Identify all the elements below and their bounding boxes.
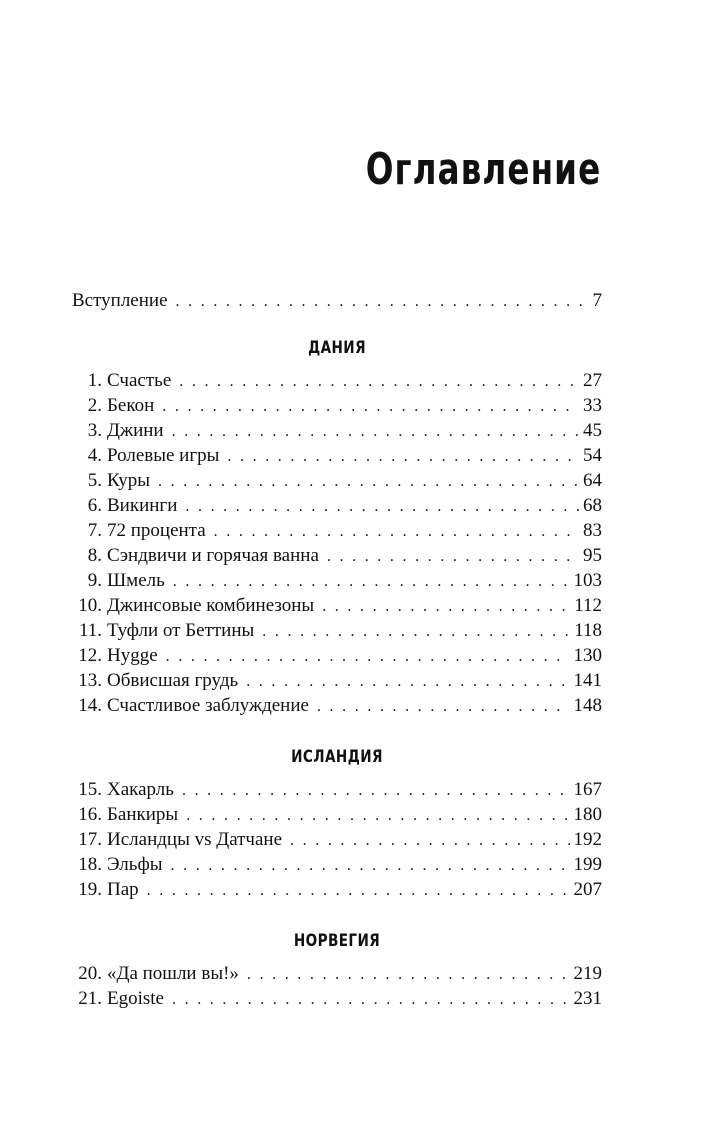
toc-entry-label: Туфли от Беттины — [107, 620, 255, 641]
toc-entry-label: Бекон — [107, 395, 155, 416]
toc-entry-number: 2. — [87, 395, 102, 416]
toc-entry — [72, 618, 602, 643]
dot-leader — [246, 669, 569, 694]
dot-leader — [172, 987, 570, 1012]
toc-entry — [72, 368, 602, 393]
toc-entry-number: 11. — [78, 620, 102, 641]
toc-entry-page: 45 — [583, 420, 602, 441]
toc-entry-page: 7 — [592, 290, 602, 311]
dot-leader — [166, 644, 570, 669]
toc-entry-label: Хакарль — [107, 779, 174, 800]
toc-entry-page: 33 — [583, 395, 602, 416]
toc-entry — [72, 418, 602, 443]
toc-entry-label: Egoiste — [107, 988, 164, 1009]
toc-entry-page: 199 — [573, 854, 602, 875]
toc-entry-label: Викинги — [107, 495, 178, 516]
toc-entry-page: 83 — [583, 520, 602, 541]
toc-entry — [72, 393, 602, 418]
toc-entry-intro — [72, 288, 602, 313]
dot-leader — [322, 594, 570, 619]
dot-leader — [262, 619, 570, 644]
toc-entry-label: Сэндвичи и горячая ванна — [107, 545, 319, 566]
dot-leader — [185, 494, 579, 519]
toc-entry — [72, 443, 602, 468]
dot-leader — [327, 544, 579, 569]
section-denmark — [72, 336, 602, 718]
toc-entry — [72, 493, 602, 518]
toc-entry — [72, 852, 602, 877]
toc-entry-number: 12. — [78, 645, 102, 666]
dot-leader — [158, 469, 579, 494]
toc-entry-number: 16. — [78, 804, 102, 825]
toc-entry-label: 72 процента — [107, 520, 206, 541]
toc-entry — [72, 961, 602, 986]
toc-entry-page: 130 — [573, 645, 602, 666]
toc-entry — [72, 802, 602, 827]
toc-entry-page: 180 — [573, 804, 602, 825]
toc-entry-page: 95 — [583, 545, 602, 566]
toc-entry-label: Пар — [107, 879, 139, 900]
toc-entry — [72, 518, 602, 543]
toc-entry-number: 4. — [87, 445, 102, 466]
toc-entry-label: Счастливое заблуждение — [107, 695, 309, 716]
page-title: Оглавление — [365, 144, 601, 195]
toc-entry-page: 141 — [573, 670, 602, 691]
toc-entry-page: 103 — [573, 570, 602, 591]
dot-leader — [147, 878, 570, 903]
dot-leader — [173, 569, 570, 594]
toc-entry-page: 112 — [574, 595, 602, 616]
toc-entry-number: 7. — [87, 520, 102, 541]
toc-entry-page: 54 — [583, 445, 602, 466]
toc-entry-page: 118 — [574, 620, 602, 641]
section-norway — [72, 929, 602, 1011]
dot-leader — [179, 369, 579, 394]
toc-entry-label: Исландцы vs Датчане — [107, 829, 283, 850]
toc-entry-page: 148 — [573, 695, 602, 716]
section-iceland — [72, 745, 602, 902]
toc-entry-label: «Да пошли вы!» — [107, 963, 239, 984]
toc-entry-number: 15. — [78, 779, 102, 800]
toc-entry-label: Ролевые игры — [107, 445, 220, 466]
dot-leader — [172, 419, 579, 444]
dot-leader — [171, 853, 570, 878]
toc-entry — [72, 643, 602, 668]
toc-entry — [72, 986, 602, 1011]
table-of-contents — [72, 288, 602, 1038]
toc-entry-number: 9. — [87, 570, 102, 591]
toc-entry-number: 18. — [78, 854, 102, 875]
toc-entry-number: 21. — [78, 988, 102, 1009]
toc-entry — [72, 543, 602, 568]
toc-entry — [72, 568, 602, 593]
toc-entry-number: 8. — [87, 545, 102, 566]
toc-entry-label: Вступление — [72, 290, 168, 311]
dot-leader — [227, 444, 579, 469]
toc-entry-label: Обвисшая грудь — [107, 670, 239, 691]
section-heading: НОРВЕГИЯ — [293, 931, 381, 951]
toc-entry-page: 68 — [583, 495, 602, 516]
toc-entry-label: Куры — [107, 470, 151, 491]
toc-entry-page: 64 — [583, 470, 602, 491]
toc-entry — [72, 777, 602, 802]
dot-leader — [247, 962, 570, 987]
toc-entry — [72, 593, 602, 618]
toc-entry — [72, 468, 602, 493]
toc-entry-number: 17. — [78, 829, 102, 850]
dot-leader — [317, 694, 570, 719]
toc-entry-label: Джини — [107, 420, 164, 441]
toc-entry-page: 167 — [573, 779, 602, 800]
toc-entry — [72, 877, 602, 902]
toc-entry-number: 20. — [78, 963, 102, 984]
toc-entry-label: Джинсовые комбинезоны — [107, 595, 315, 616]
toc-entry — [72, 693, 602, 718]
toc-entry-label: Счастье — [107, 370, 172, 391]
toc-entry-label: Hygge — [107, 645, 158, 666]
toc-entry-number: 3. — [87, 420, 102, 441]
toc-entry — [72, 827, 602, 852]
toc-entry-page: 207 — [573, 879, 602, 900]
toc-entry-number: 6. — [87, 495, 102, 516]
toc-entry-number: 5. — [87, 470, 102, 491]
toc-entry-label: Эльфы — [107, 854, 163, 875]
toc-entry-number: 10. — [78, 595, 102, 616]
dot-leader — [162, 394, 579, 419]
toc-entry-number: 19. — [78, 879, 102, 900]
toc-entry-page: 27 — [583, 370, 602, 391]
toc-entry-number: 13. — [78, 670, 102, 691]
dot-leader — [290, 828, 569, 853]
toc-entry-label: Шмель — [107, 570, 165, 591]
toc-entry-page: 192 — [573, 829, 602, 850]
section-heading: ИСЛАНДИЯ — [291, 747, 383, 767]
dot-leader — [182, 778, 570, 803]
toc-entry-page: 231 — [573, 988, 602, 1009]
toc-entry-number: 1. — [87, 370, 102, 391]
toc-entry-label: Банкиры — [107, 804, 179, 825]
toc-entry-number: 14. — [78, 695, 102, 716]
section-heading: ДАНИЯ — [308, 338, 366, 358]
dot-leader — [214, 519, 579, 544]
dot-leader — [186, 803, 569, 828]
toc-entry — [72, 668, 602, 693]
toc-entry-page: 219 — [573, 963, 602, 984]
dot-leader — [176, 289, 589, 314]
